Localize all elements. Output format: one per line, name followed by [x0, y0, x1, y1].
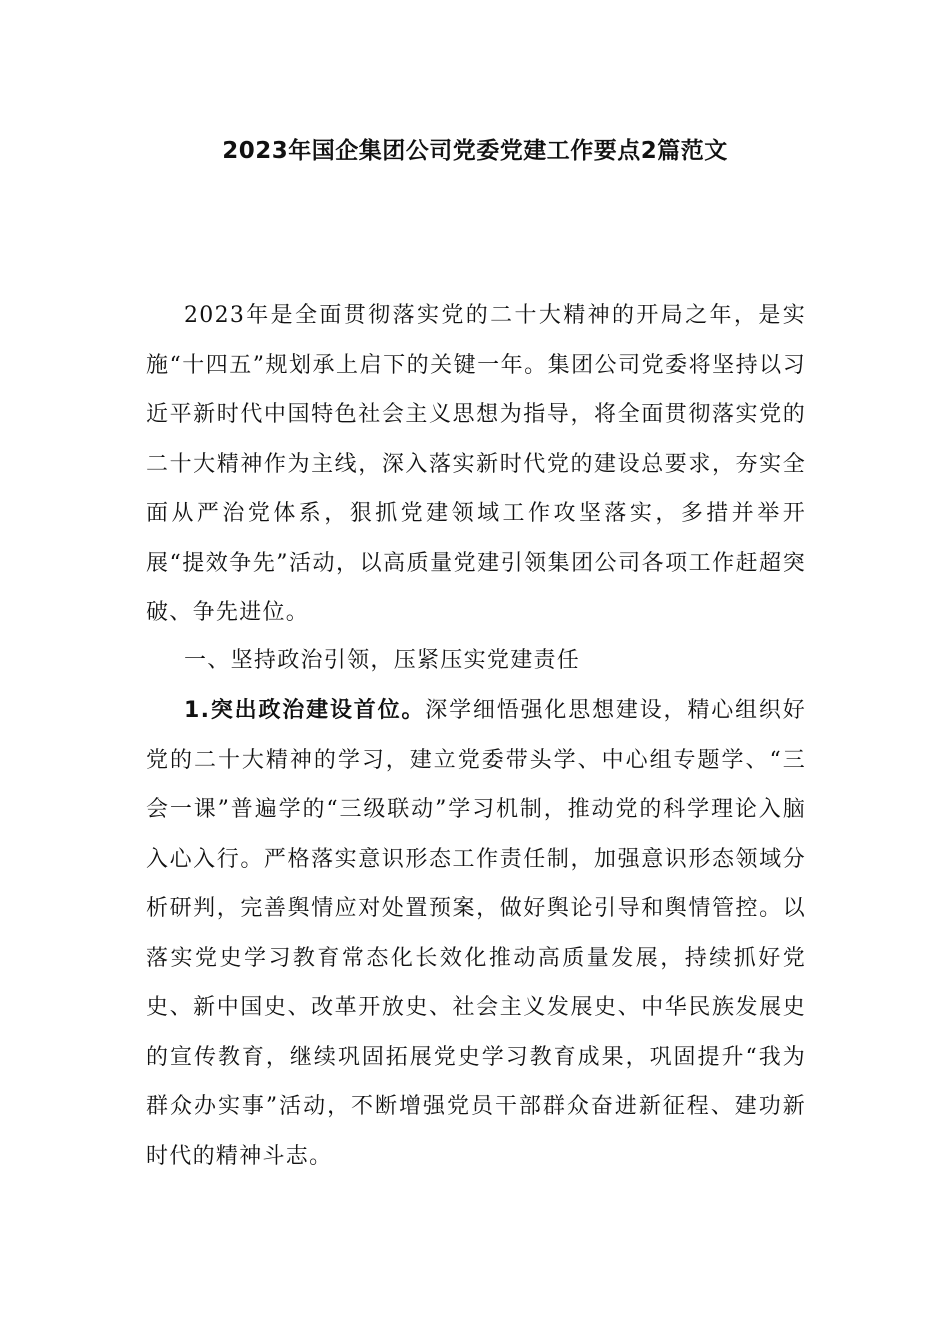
item-paragraph: [146, 686, 806, 1181]
intro-paragraph: 2023年是全面贯彻落实党的二十大精神的开局之年，是实施“十四五”规划承上启下的关键一年。集团公司党委将坚持以习近平新时代中国特色社会主义思想为指导，将全面贯彻落实党的二十大精神作为主线，深入落实新时代党的建设总要求，夯实全面从严治党体系，狠抓党建领域工作攻坚落实，多措并举开展“提效争先”活动，以高质量党建引领集团公司各项工作赶超突破、争先进位。: [146, 303, 806, 625]
section-heading: 一、坚持政治引领，压紧压实党建责任: [184, 648, 581, 673]
item-lead: 1.突出政治建设首位。: [184, 698, 426, 723]
document-title: 2023年国企集团公司党委党建工作要点2篇范文: [222, 138, 728, 164]
item-body: 深学细悟强化思想建设，精心组织好党的二十大精神的学习，建立党委带头学、中心组专题学、“三会一课”普遍学的“三级联动”学习机制，推动党的科学理论入脑入心入行。严格落实意识形态工作责任制，加强意识形态领域分析研判，完善舆情应对处置预案，做好舆论引导和舆情管控。以落实党史学习教育常态化长效化推动高质量发展，持续抓好党史、新中国史、改革开放史、社会主义发展史、中华民族发展史的宣传教育，继续巩固拓展党史学习教育成果，巩固提升“我为群众办实事”活动，不断增强党员干部群众奋进新征程、建功新时代的精神斗志。: [146, 698, 806, 1169]
